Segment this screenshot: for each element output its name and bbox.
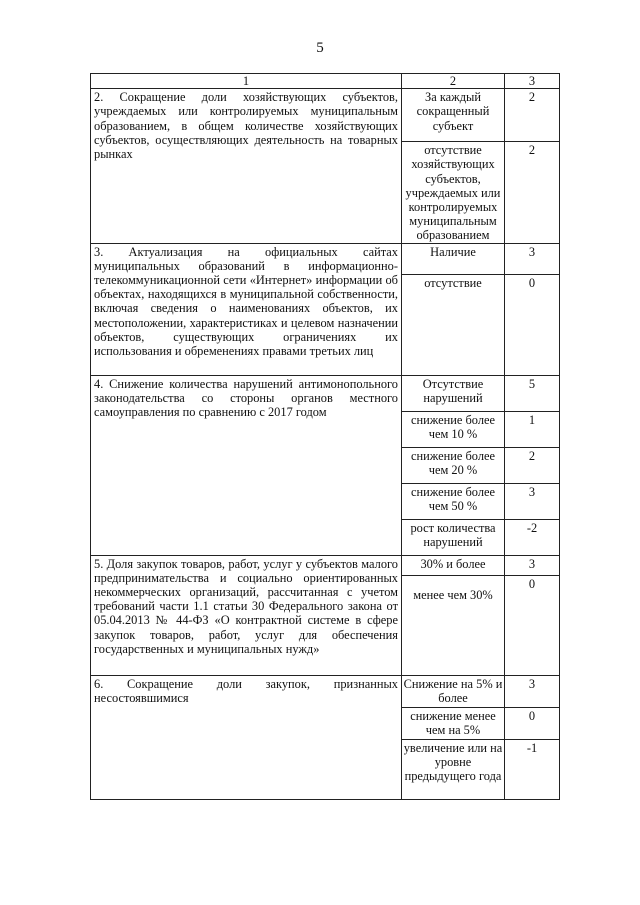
criterion-text: рост количества нарушений xyxy=(402,519,505,555)
criterion-score: -1 xyxy=(505,739,560,799)
criterion-text: менее чем 30% xyxy=(402,575,505,675)
criterion-text: Отсутствие нарушений xyxy=(402,375,505,411)
indicator-description: 3. Актуализация на официальных сайтах муниципальных образований в информационно-телекоммуникационной сети «Интернет» информации об объектах, находящихся в муниципальной собственности, включая сведения о наименованиях объектов, их местоположении, характеристиках и целевом назначении объектов, существующих ограничениях их использования и обременениях правами третьих лиц xyxy=(91,243,402,375)
criterion-text: снижение более чем 50 % xyxy=(402,483,505,519)
header-row xyxy=(91,74,560,89)
criterion-score: 3 xyxy=(505,243,560,274)
criterion-text: Наличие xyxy=(402,243,505,274)
table-row xyxy=(91,89,560,142)
criterion-score: 0 xyxy=(505,707,560,739)
criterion-text: 30% и более xyxy=(402,555,505,575)
table-row xyxy=(91,375,560,411)
header-col-2: 2 xyxy=(402,74,505,89)
criterion-text: увеличение или на уровне предыдущего года xyxy=(402,739,505,799)
header-col-1: 1 xyxy=(91,74,402,89)
header-col-3: 3 xyxy=(505,74,560,89)
criterion-score: -2 xyxy=(505,519,560,555)
indicator-description: 6. Сокращение доли закупок, признанных несостоявшимися xyxy=(91,675,402,799)
criterion-text: За каждый сокращенный субъект xyxy=(402,89,505,142)
criterion-text: снижение менее чем на 5% xyxy=(402,707,505,739)
criteria-table xyxy=(90,73,560,800)
indicator-description: 2. Сокращение доли хозяйствующих субъектов, учреждаемых или контролируемых муниципальным образованием, в общем количестве хозяйствующих субъектов, осуществляющих деятельность на товарных рынках xyxy=(91,89,402,243)
indicator-description: 5. Доля закупок товаров, работ, услуг у субъектов малого предпринимательства и социально ориентированных некоммерческих организаций, рассчитанная с учетом требований части 1.1 статьи 30 Федерального закона от 05.04.2013 № 44-ФЗ «О контрактной системе в сфере закупок товаров, работ, услуг для обеспечения государственных и муниципальных нужд» xyxy=(91,555,402,675)
indicator-description: 4. Снижение количества нарушений антимонопольного законодательства со стороны органов местного самоуправления по сравнению с 2017 годом xyxy=(91,375,402,555)
criterion-score: 3 xyxy=(505,483,560,519)
criterion-score: 2 xyxy=(505,89,560,142)
criterion-score: 2 xyxy=(505,142,560,243)
table-row xyxy=(91,243,560,274)
criterion-score: 0 xyxy=(505,274,560,375)
criterion-text: снижение более чем 20 % xyxy=(402,447,505,483)
criterion-score: 5 xyxy=(505,375,560,411)
table-row xyxy=(91,555,560,575)
criterion-text: отсутствие xyxy=(402,274,505,375)
criterion-score: 2 xyxy=(505,447,560,483)
criterion-score: 1 xyxy=(505,411,560,447)
criterion-score: 0 xyxy=(505,575,560,675)
criterion-text: снижение более чем 10 % xyxy=(402,411,505,447)
criterion-text: Снижение на 5% и более xyxy=(402,675,505,707)
criterion-score: 3 xyxy=(505,555,560,575)
criterion-text: отсутствие хозяйствующих субъектов, учреждаемых или контролируемых муниципальным образованием xyxy=(402,142,505,243)
table-row xyxy=(91,675,560,707)
page-number: 5 xyxy=(316,40,324,56)
criterion-score: 3 xyxy=(505,675,560,707)
